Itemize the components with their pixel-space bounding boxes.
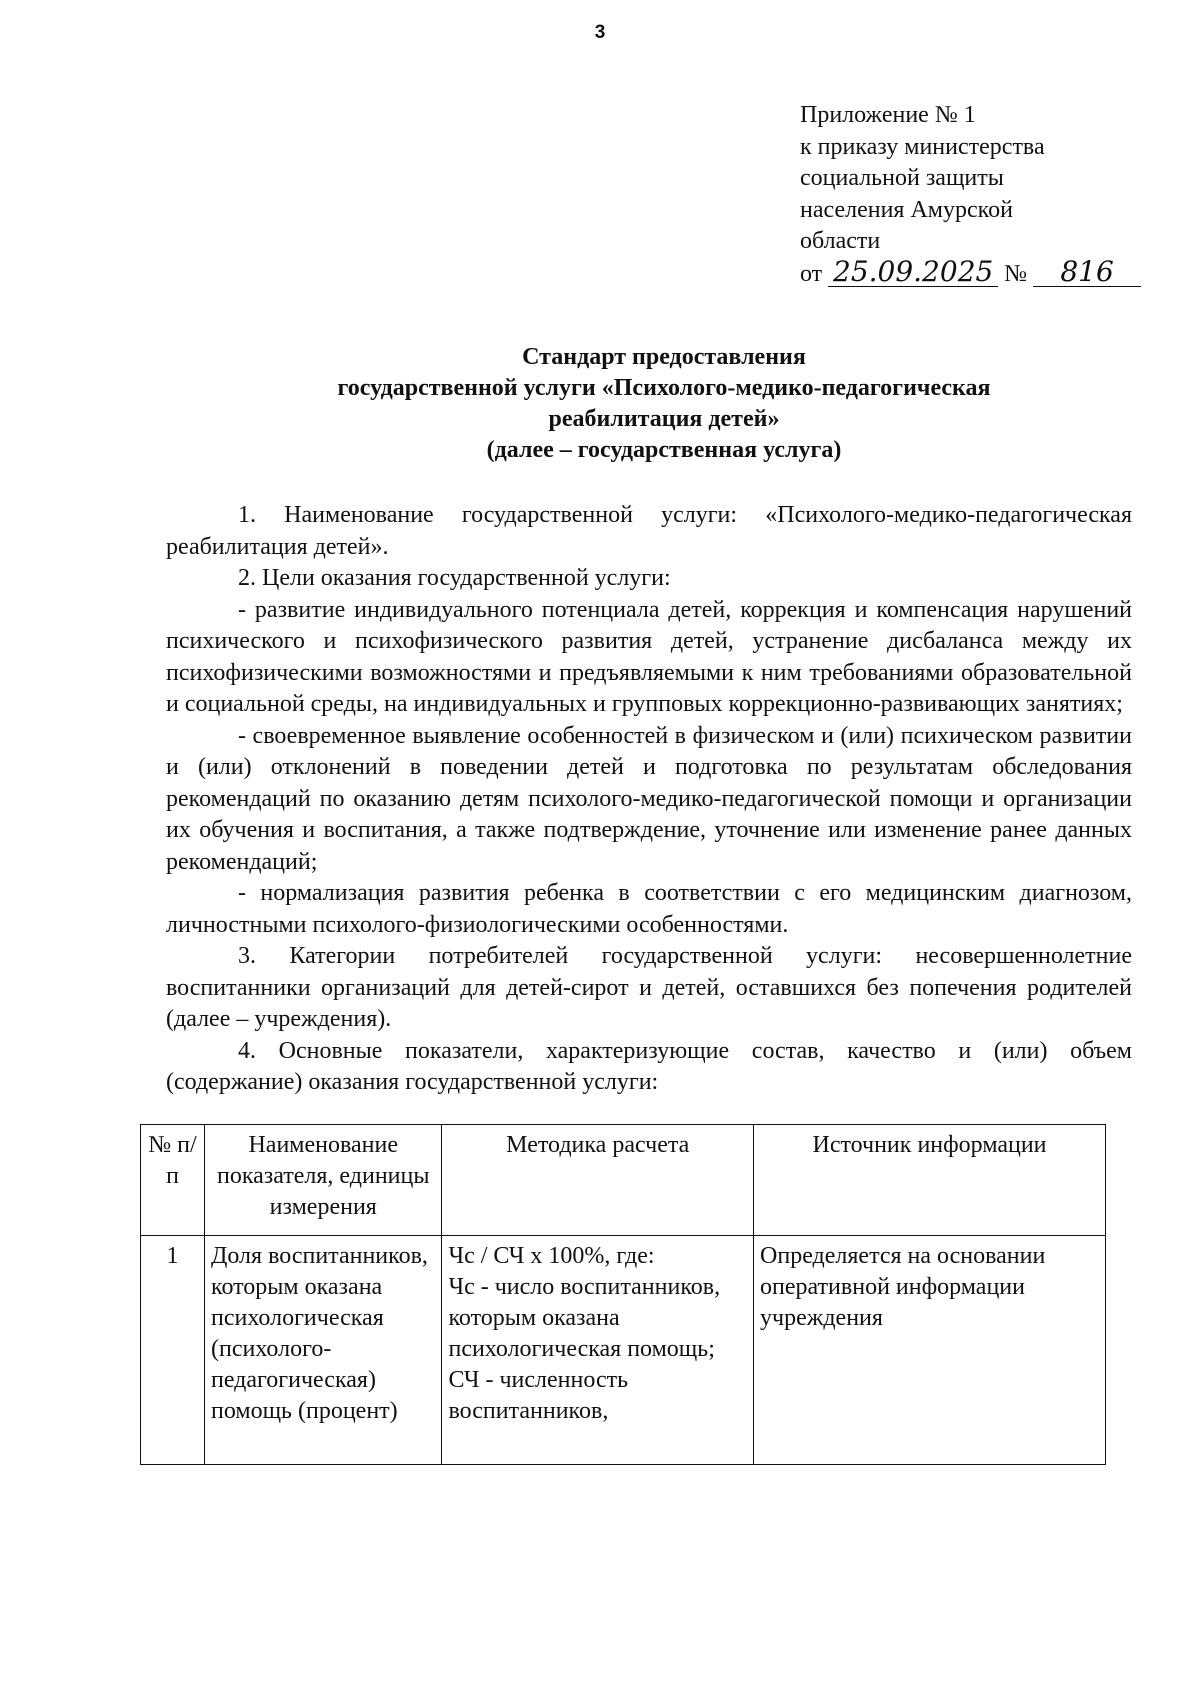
- document-title: [150, 342, 1178, 466]
- paragraph-goals: 2. Цели оказания государственной услуги:: [238, 565, 671, 591]
- header-source: Источник информации: [754, 1125, 1106, 1236]
- document-body: [166, 500, 1132, 1099]
- title-line: Стандарт предоставления: [522, 344, 806, 370]
- cell-method: [442, 1236, 754, 1465]
- indicators-table: [140, 1124, 1106, 1465]
- title-line: (далее – государственная услуга): [486, 437, 842, 463]
- header-method: Методика расчета: [442, 1125, 754, 1236]
- title-line: государственной услуги «Психолого-медико-педагогическая: [337, 375, 991, 401]
- appendix-line: к приказу министерства: [800, 133, 1045, 160]
- method-line: Чс - число воспитанников, которым оказана психологическая помощь;: [448, 1274, 721, 1362]
- date-prefix: от: [800, 260, 823, 287]
- method-line: СЧ - численность воспитанников,: [448, 1367, 629, 1424]
- order-date-line: [800, 254, 1140, 291]
- goal-item: - развитие индивидуального потенциала детей, коррекция и компенсация нарушений психического и психофизического развития детей, устранение дисбаланса между их психофизическими возможностями и предъявляемыми к ним требованиями образовательной и социальной среды, на индивидуальных и групповых коррекционно-развивающих занятиях;: [166, 596, 1132, 717]
- appendix-line: Приложение № 1: [800, 102, 976, 128]
- appendix-line: социальной защиты: [800, 165, 1004, 191]
- method-line: Чс / СЧ х 100%, где:: [448, 1243, 655, 1269]
- cell-name: Доля воспитанников, которым оказана психологическая (психолого-педагогическая) помощь (процент): [205, 1236, 442, 1465]
- title-line: реабилитация детей»: [548, 406, 780, 432]
- paragraph-service-name: 1. Наименование государственной услуги: «Психолого-медико-педагогическая реабилитация детей».: [166, 502, 1132, 560]
- handwritten-order-number: 816: [1033, 258, 1141, 287]
- appendix-line: населения Амурской: [800, 196, 1013, 223]
- appendix-line: области: [800, 228, 881, 254]
- header-name: Наименование показателя, единицы измерения: [205, 1125, 442, 1236]
- paragraph-indicators: 4. Основные показатели, характеризующие состав, качество и (или) объем (содержание) оказания государственной услуги:: [166, 1037, 1132, 1095]
- cell-source: Определяется на основании оперативной информации учреждения: [754, 1236, 1106, 1465]
- number-sign: №: [1004, 260, 1028, 287]
- table-header-row: [141, 1125, 1106, 1236]
- goal-item: - своевременное выявление особенностей в физическом и (или) психическом развитии и (или) отклонений в поведении детей и подготовка по результатам обследования рекомендаций по оказанию детям психолого-медико-педагогической помощи и организации их обучения и воспитания, а также подтверждение, уточнение или изменение ранее данных рекомендаций;: [166, 722, 1132, 875]
- header-num: № п/п: [141, 1125, 205, 1236]
- table-row: [141, 1236, 1106, 1465]
- cell-num: 1: [141, 1236, 205, 1465]
- goal-item: - нормализация развития ребенка в соответствии с его медицинским диагнозом, личностными психолого-физиологическими особенностями.: [166, 880, 1132, 938]
- paragraph-consumers: 3. Категории потребителей государственной услуги: несовершеннолетние воспитанники организаций для детей-сирот и детей, оставшихся без попечения родителей (далее – учреждения).: [166, 943, 1132, 1032]
- handwritten-date: 25.09.2025: [828, 258, 998, 287]
- appendix-block: [800, 100, 1140, 290]
- page-number: 3: [594, 22, 606, 43]
